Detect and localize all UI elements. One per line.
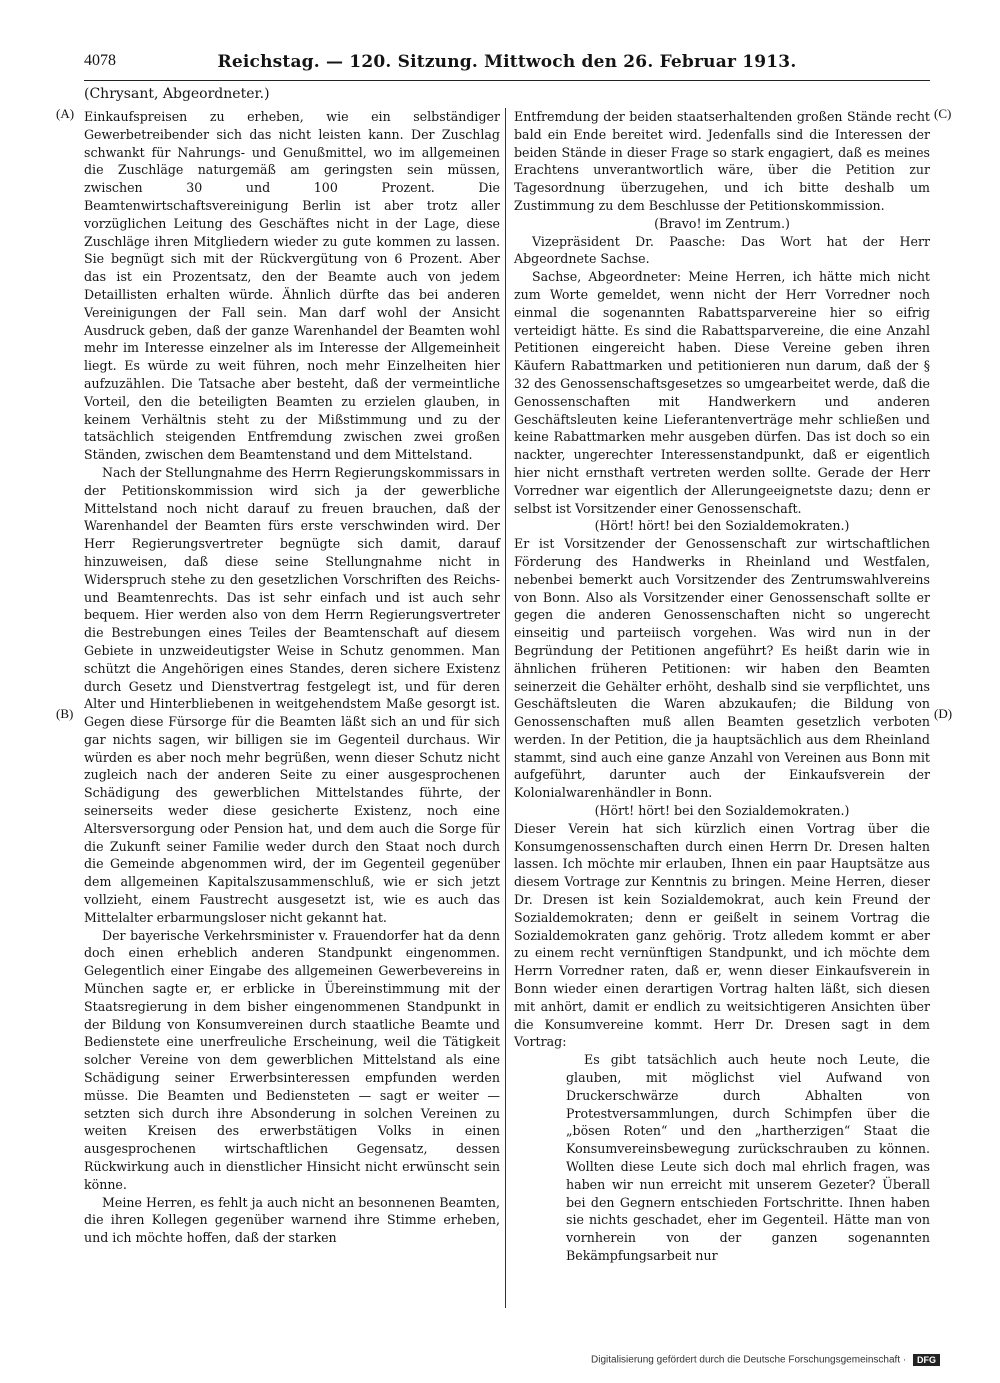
- paragraph: Entfremdung der beiden staatserhaltenden großen Stände recht bald ein Ende bereitet wird. Jedenfalls sind die Interessen der beiden Stände in dieser Frage so stark engagiert, daß es meines Erachtens unverantwortlich wäre, über die Petition zur Tagesordnung überzugehen, und ich bitte deshalb um Zustimmung zu dem Beschlusse der Petitionskommission.: [514, 109, 930, 213]
- margin-marker-a: (A): [56, 106, 75, 121]
- footer-note: [591, 1354, 940, 1366]
- speaker-context: (Chrysant, Abgeordneter.): [84, 86, 270, 102]
- margin-marker-d: (D): [934, 706, 953, 721]
- paragraph: Sachse, Abgeordneter: Meine Herren, ich hätte mich nicht zum Worte gemeldet, wenn nicht der Herr Vorredner noch einmal die sogenannten Rabattsparvereine hier so eifrig verteidigt hätte. Es sind die Rabattsparvereine, die eine Anzahl Petitionen eingereicht haben. Diese Vereine geben ihren Käufern Rabattmarken und petitionieren nun darum, daß der § 32 des Genossenschaftsgesetzes so umgearbeitet werde, daß die Genossenschaften mit Handwerkern und anderen Geschäftsleuten keine Lieferantenverträge mehr schließen und keine Rabattmarken mehr ausgeben dürfen. Das ist doch so ein nackter, ungerechter Interessenstandpunkt, daß er eigentlich hier nicht ernsthaft vertreten werden sollte. Gerade der Herr Vorredner war eigentlich der Allerungeeignetste dazu; denn er selbst ist Vorsitzender einer Genossenschaft.: [514, 269, 930, 516]
- interjection: (Hört! hört! bei den Sozialdemokraten.): [594, 803, 850, 819]
- right-column: [514, 108, 930, 1265]
- margin-marker-b: (B): [56, 706, 74, 721]
- paragraph: Der bayerische Verkehrsminister v. Frauendorfer hat da denn doch einen erheblich anderen Standpunkt eingenommen. Gelegentlich einer Eingabe des allgemeinen Gewerbevereins in München sagte er, er erblicke in Übereinstimmung mit der Staatsregierung in dem bisher eingenommenen Standpunkt in der Bildung von Konsumvereinen durch staatliche Beamte und Bedienstete eine unerfreuliche Erscheinung, weil die Tätigkeit solcher Vereine von dem gewerblichen Mittelstand als eine Schädigung seiner Erwerbsinteressen empfunden werden müsse. Die Beamten und Bediensteten — sagt er weiter — setzten sich durch ihre Absonderung in solchen Vereinen zu weiten Kreisen des erwerbstätigen Volks in einen ausgesprochenen wirtschaftlichen Gegensatz, dessen Rückwirkung auch in dienstlicher Hinsicht nicht erwünscht sein könne.: [84, 927, 500, 1192]
- column-divider: [505, 108, 506, 1308]
- interjection: (Hört! hört! bei den Sozialdemokraten.): [594, 518, 850, 534]
- paragraph: Nach der Stellungnahme des Herrn Regierungskommissars in der Petitionskommission wird sich ja der gewerbliche Mittelstand noch nicht darauf zu freuen brauchen, daß der Warenhandel der Beamten fürs erste verschwinden wird. Der Herr Regierungsvertreter begnügte sich damit, darauf hinzuweisen, daß diese seine Stellungnahme nicht in Widerspruch stehe zu den gesetzlichen Vorschriften des Reichs- und Beamtenrechts. Das ist sehr einfach und ist auch sehr bequem. Hier werden also von dem Herrn Regierungsvertreter die Bestrebungen eines Teiles der Beamtenschaft auf diesem Gebiete in unzweideutigster Weise in Schutz genommen. Man schützt die Angehörigen eines Standes, deren sichere Existenz durch Gesetz und Dienstvertrag festgelegt ist, und für deren Alter und Hinterbliebenen in weitgehendstem Maße gesorgt ist. Gegen diese Fürsorge für die Beamten läßt sich an und für sich gar nichts sagen, wir billigen sie im Gegenteil durchaus. Wir würden es aber noch mehr begrüßen, wenn dieser Schutz nicht zugleich nach der anderen Seite zu einer ausgesprochenen Schädigung des gewerblichen Mittelstandes führte, der seinerseits weder diese gesicherte Existenz, noch eine Altersversorgung oder Pension hat, und dem auch die Sorge für die Zukunft seiner Familie weder durch den Staat noch durch die Gemeinde abgenommen wird, der im Gegenteil gegenüber dem allgemeinen Kapitalszusammenschluß, wie er sich jetzt vollzieht, einem Faustrecht ausgesetzt ist, wie es auch das Mittelalter erbarmungsloser nicht gekannt hat.: [84, 464, 500, 925]
- quoted-passage: Es gibt tatsächlich auch heute noch Leute, die glauben, mit möglichst viel Aufwand von Druckerschwärze durch Abhalten von Protestversammlungen, durch Schimpfen über die „bösen Roten“ und den „hartherzigen“ Staat die Konsumvereinsbewegung zurückschrauben zu können. Wollten diese Leute sich doch mal ehrlich fragen, was haben wir nun erreicht mit unserem Gezeter? Überall bei den Gegnern entschieden Fortschritte. Ihnen haben sie nichts geschadet, eher im Gegenteil. Hätte man von vornherein von der ganzen sogenannten Bekämpfungsarbeit nur: [566, 1052, 930, 1263]
- paragraph: Dieser Verein hat sich kürzlich einen Vortrag über die Konsumgenossenschaften durch einen Herrn Dr. Dresen halten lassen. Ich möchte mir erlauben, Ihnen ein paar Hauptsätze aus diesem Vortrage zur Kenntnis zu bringen. Meine Herren, dieser Dr. Dresen ist kein Sozialdemokrat, auch kein Freund der Sozialdemokraten; denn er geißelt in seinem Vortrag die Sozialdemokraten ganz gehörig. Trotz alledem kommt er aber zu einem recht vernünftigen Standpunkt, und ich möchte dem Herrn Vorredner raten, daß er, wenn dieser Einkaufsverein in Bonn wieder einen derartigen Vortrag halten läßt, sich diesen mit anhört, damit er endlich zu weitsichtigeren Ansichten über die Konsumvereine kommt. Herr Dr. Dresen sagt in dem Vortrag:: [514, 820, 930, 1050]
- paragraph: Er ist Vorsitzender der Genossenschaft zur wirtschaftlichen Förderung des Handwerks in Rheinland und Westfalen, nebenbei bemerkt auch Vorsitzender des Zentrumswahlvereins von Bonn. Also als Vorsitzender einer Genossenschaft sollte er gegen die anderen Genossenschaften nicht so ungerecht einseitig und parteiisch vorgehen. Was wird nun in der Begründung der Petitionen angeführt? Es heißt darin wie in ähnlichen früheren Petitionen: wir haben den Beamten seinerzeit die Gehälter erhöht, deshalb sind sie verpflichtet, uns Geschäftsleuten die Waren abzukaufen; die Bildung von Genossenschaften muß allen Beamten gesetzlich verboten werden. In der Petition, die ja hauptsächlich aus dem Rheinland stammt, sind auch eine ganze Anzahl von Vereinen aus Bonn mit aufgeführt, darunter auch der Einkaufsverein der Kolonialwarenhändler in Bonn.: [514, 536, 930, 801]
- left-column: [84, 108, 500, 1247]
- running-title: Reichstag. — 120. Sitzung. Mittwoch den 26. Februar 1913.: [217, 52, 797, 72]
- margin-marker-c: (C): [934, 106, 952, 121]
- page-number: 4078: [84, 52, 116, 69]
- paragraph: Meine Herren, es fehlt ja auch nicht an besonnenen Beamten, die ihren Kollegen gegenüber warnend ihre Stimme erheben, und ich möchte hoffen, daß der starken: [84, 1194, 500, 1246]
- interjection: (Bravo! im Zentrum.): [654, 215, 790, 231]
- paragraph: Vizepräsident Dr. Paasche: Das Wort hat der Herr Abgeordnete Sachse.: [514, 233, 930, 267]
- dfg-logo: DFG: [913, 1354, 940, 1366]
- funding-note: Digitalisierung gefördert durch die Deutsche Forschungsgemeinschaft ·: [591, 1354, 907, 1366]
- page-header: [84, 52, 930, 81]
- paragraph: Einkaufspreisen zu erheben, wie ein selbständiger Gewerbetreibender sich das nicht leisten kann. Der Zuschlag schwankt für Nahrungs- und Genußmittel, wo im allgemeinen die Zuschläge naturgemäß am geringsten sein müssen, zwischen 30 und 100 Prozent. Die Beamtenwirtschaftsvereinigung Berlin ist aber trotz aller vorzüglichen Leitung des Geschäftes nicht in der Lage, diese Zuschläge ihren Mitgliedern wieder zu gute kommen zu lassen. Sie begnügt sich mit der Rückvergütung von 6 Prozent. Aber das ist ein Prozentsatz, den der Beamte auch von jedem Detaillisten erhalten würde. Ähnlich dürfte das bei anderen Vereinigungen der Fall sein. Man darf wohl der Ansicht Ausdruck geben, daß der ganze Warenhandel der Beamten wohl mehr im Interesse einzelner als im Interesse der Allgemeinheit liegt. Es würde zu weit führen, noch mehr Einzelheiten hier aufzuzählen. Die Tatsache aber besteht, daß der vermeintliche Vorteil, den die beteiligten Beamten zu erzielen glauben, in keinem Verhältnis steht zu der Mißstimmung und zu der tatsächlich steigenden Entfremdung zwischen zwei großen Ständen, zwischen dem Beamtenstand und dem Mittelstand.: [84, 109, 500, 463]
